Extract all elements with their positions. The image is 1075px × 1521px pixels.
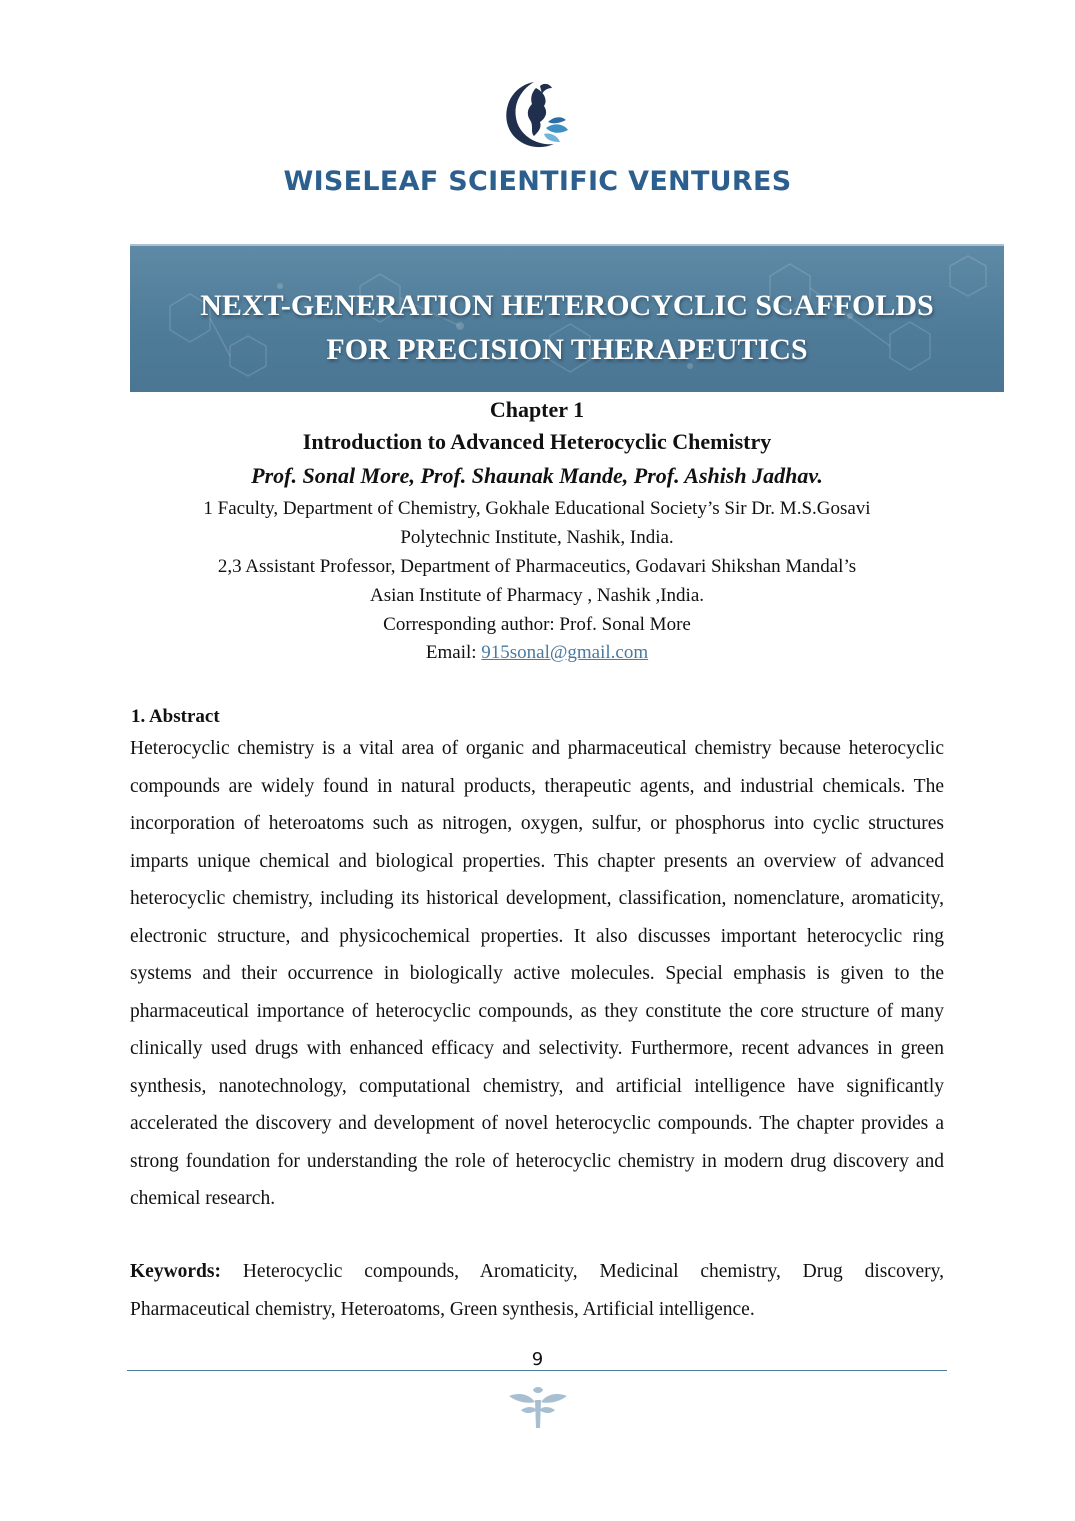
keywords-paragraph: [130, 1253, 944, 1328]
affiliation-2-line1: 2,3 Assistant Professor, Department of Pharmaceutics, Godavari Shikshan Mandal’s: [217, 556, 857, 577]
affiliation-1: [130, 494, 944, 552]
affiliation-1-line2: Polytechnic Institute, Nashik, India.: [400, 527, 674, 548]
chapter-number: Chapter 1: [489, 397, 585, 422]
chapter-title: Introduction to Advanced Heterocyclic Chemistry: [302, 429, 772, 454]
affiliation-2-line2: Asian Institute of Pharmacy , Nashik ,India.: [369, 585, 704, 606]
corresponding-author: Corresponding author: Prof. Sonal More: [383, 614, 691, 635]
keywords-list: Heterocyclic compounds, Aromaticity, Medicinal chemistry, Drug discovery, Pharmaceutical chemistry, Heteroatoms, Green synthesis, Artificial intelligence.: [130, 1261, 944, 1320]
affiliation-1-line1: 1 Faculty, Department of Chemistry, Gokhale Educational Society’s Sir Dr. M.S.Gosavi: [203, 498, 871, 519]
author-list: Prof. Sonal More, Prof. Shaunak Mande, Prof. Ashish Jadhav.: [251, 463, 823, 488]
email-link[interactable]: 915sonal@gmail.com: [481, 642, 649, 663]
leaf-emblem-icon: [507, 1386, 569, 1430]
email-line: [130, 638, 944, 667]
email-label: Email:: [425, 642, 482, 663]
book-title-line2: FOR PRECISION THERAPEUTICS: [326, 333, 808, 366]
keywords-label: Keywords:: [130, 1261, 221, 1282]
wiseleaf-logo-icon: [500, 78, 572, 154]
abstract-body: Heterocyclic chemistry is a vital area of organic and pharmaceutical chemistry because heterocyclic compounds are widely found in natural products, therapeutic agents, and industrial chemicals. The incorporation of heteroatoms such as nitrogen, oxygen, sulfur, or phosphorus into cyclic structures imparts unique chemical and biological properties. This chapter presents an overview of advanced heterocyclic chemistry, including its historical development, classification, nomenclature, aromaticity, electronic structure, and physicochemical properties. It also discusses important heterocyclic ring systems and their occurrence in biologically active molecules. Special emphasis is given to the pharmaceutical importance of heterocyclic compounds, as they constitute the core structure of many clinically used drugs with enhanced efficacy and selectivity. Furthermore, recent advances in green synthesis, nanotechnology, computational chemistry, and artificial intelligence have significantly accelerated the discovery and development of novel heterocyclic compounds. The chapter provides a strong foundation for understanding the role of heterocyclic chemistry in modern drug discovery and chemical research.: [130, 738, 944, 1209]
publisher-name: WISELEAF SCIENTIFIC VENTURES: [283, 166, 792, 197]
abstract-heading: 1. Abstract: [131, 706, 220, 727]
book-title: [130, 284, 1004, 372]
page-number: 9: [531, 1349, 544, 1370]
footer-divider: [127, 1370, 947, 1371]
title-banner: [130, 244, 1004, 392]
affiliation-2: [130, 552, 944, 610]
book-title-line1: NEXT-GENERATION HETEROCYCLIC SCAFFOLDS: [200, 289, 934, 322]
